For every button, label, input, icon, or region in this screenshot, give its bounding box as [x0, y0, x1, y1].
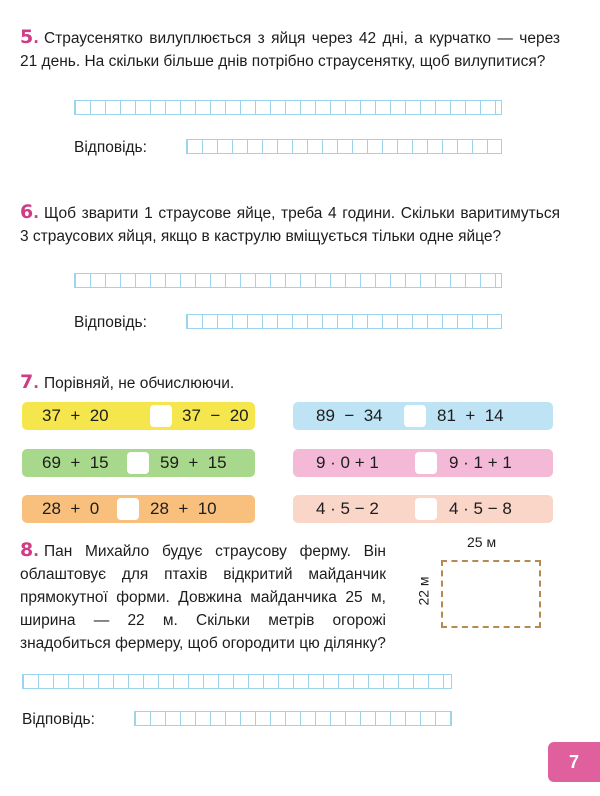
- comparison-right: 9 · 1 + 1: [449, 453, 512, 472]
- task-6: [20, 201, 560, 248]
- task-number: 5.: [20, 26, 39, 48]
- comparison-right: 28 + 10: [150, 499, 217, 518]
- task-number: 8.: [20, 539, 39, 561]
- answer-grid[interactable]: [186, 314, 502, 329]
- task-number: 7.: [20, 371, 39, 393]
- comparison-item: [293, 449, 553, 477]
- page-number: 7: [548, 742, 600, 782]
- comparison-answer-box[interactable]: [404, 405, 426, 427]
- comparison-left: 37 + 20: [42, 406, 109, 425]
- comparison-item: [22, 449, 255, 477]
- task-text: Страусенятко вилуплюється з яйця через 42 дні, а курчатко — через 21 день. На скільки більше днів потрібно страусенятку, щоб вилупитися?: [20, 30, 560, 70]
- comparison-answer-box[interactable]: [415, 452, 437, 474]
- comparison-left: 4 · 5 − 2: [316, 499, 379, 518]
- task-5: [20, 26, 560, 73]
- comparison-item: [293, 402, 553, 430]
- solution-grid[interactable]: [74, 100, 502, 115]
- comparison-right: 81 + 14: [437, 406, 504, 425]
- comparison-left: 28 + 0: [42, 499, 100, 518]
- comparison-right: 4 · 5 − 8: [449, 499, 512, 518]
- answer-label: Відповідь:: [74, 314, 147, 331]
- rectangle-width-label: 22 м: [415, 576, 432, 606]
- answer-grid[interactable]: [134, 711, 452, 726]
- comparison-answer-box[interactable]: [150, 405, 172, 427]
- task-8: [20, 539, 386, 655]
- comparison-right: 37 − 20: [182, 406, 249, 425]
- task-number: 6.: [20, 201, 39, 223]
- rectangle-length-label: 25 м: [467, 534, 497, 550]
- task-7: [20, 371, 560, 395]
- comparison-left: 9 · 0 + 1: [316, 453, 379, 472]
- comparison-answer-box[interactable]: [117, 498, 139, 520]
- rectangle-figure: [441, 560, 541, 628]
- comparison-item: [293, 495, 553, 523]
- comparison-left: 89 − 34: [316, 406, 383, 425]
- task-text: Пан Михайло будує страусову ферму. Він облаштовує для птахів відкритий майданчик прямокутної форми. Довжина майданчика 25 м, ширина — 22 м. Скільки метрів огорожі знадобиться фермеру, щоб огородити цю ділянку?: [20, 543, 386, 652]
- comparison-right: 59 + 15: [160, 453, 227, 472]
- comparison-answer-box[interactable]: [127, 452, 149, 474]
- task-text: Порівняй, не обчислюючи.: [43, 375, 235, 392]
- comparison-answer-box[interactable]: [415, 498, 437, 520]
- solution-grid[interactable]: [74, 273, 502, 288]
- answer-label: Відповідь:: [22, 711, 95, 728]
- comparison-left: 69 + 15: [42, 453, 109, 472]
- task-text: Щоб зварити 1 страусове яйце, треба 4 години. Скільки варитимуться 3 страусових яйця, якщо в каструлю вміщується тільки одне яйце?: [20, 205, 560, 245]
- comparison-item: [22, 495, 255, 523]
- answer-grid[interactable]: [186, 139, 502, 154]
- solution-grid[interactable]: [22, 674, 452, 689]
- comparison-item: [22, 402, 255, 430]
- answer-label: Відповідь:: [74, 139, 147, 156]
